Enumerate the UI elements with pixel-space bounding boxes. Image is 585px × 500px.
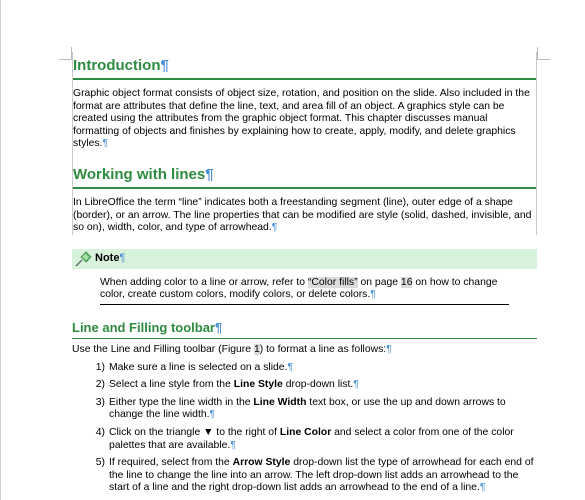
- introduction-section: [72, 52, 537, 161]
- cross-reference-color-fills[interactable]: “Color fills”: [307, 276, 358, 288]
- pushpin-icon: [74, 251, 92, 267]
- cross-reference-figure-number[interactable]: 1: [253, 343, 260, 355]
- list-item[interactable]: 2) Select a line style from the Line Style drop-down list.¶: [95, 379, 359, 391]
- steps-list: [72, 362, 537, 495]
- heading-line-and-filling-toolbar[interactable]: Line and Filling toolbar¶: [72, 317, 537, 339]
- toolbar-intro-paragraph[interactable]: Use the Line and Filling toolbar (Figure 1) to format a line as follows:¶: [72, 343, 392, 355]
- document-body[interactable]: [72, 52, 537, 495]
- list-item[interactable]: 1) Make sure a line is selected on a slide.¶: [95, 361, 294, 373]
- note-title: Note: [95, 252, 120, 265]
- text-boundary-corner-top-right: [537, 47, 550, 60]
- working-with-lines-paragraph[interactable]: In LibreOffice the term “line” indicates both a freestanding segment (line), outer edge of a shape (border), or an arrow. The line properties that can be modified are style (solid, dashed, invisible, and so on), width, color, and type of arrowhead.¶: [73, 196, 532, 234]
- page-left-edge: [0, 0, 1, 500]
- list-item[interactable]: 3) Either type the line width in the Line Width text box, or use the up and down arrows to change the line width.¶: [95, 396, 506, 421]
- note-header[interactable]: Note ¶: [72, 249, 537, 269]
- note-text[interactable]: When adding color to a line or arrow, refer to “Color fills” on page 16 on how to change color, create custom colors, modify colors, or delete colors.¶: [100, 277, 509, 305]
- heading-working-with-lines[interactable]: Working with lines¶: [73, 161, 536, 189]
- text-boundary-corner-top-left: [59, 47, 72, 60]
- working-with-lines-section: [72, 161, 537, 235]
- list-item[interactable]: 4) Click on the triangle ▼ to the right of Line Color and select a color from one of the color palettes that are available.¶: [95, 426, 514, 451]
- cross-reference-page-number[interactable]: 16: [400, 276, 413, 288]
- list-item[interactable]: 5) If required, select from the Arrow Style drop-down list the type of arrowhead for each end of the line to change the line into an arrow. The left drop-down list adds an arrowhead to the start of a line and the right drop-down list adds an arrowhead to the end of a line.¶: [95, 457, 534, 494]
- introduction-paragraph[interactable]: Graphic object format consists of object size, rotation, and position on the slide. Also included in the format are attributes that define the line, text, and area fill of an object. A graphics style can be created using the attributes from the graphic object format. This chapter discusses manual formatting of objects and finishes by explaining how to create, apply, modify, and delete graphics styles.¶: [73, 88, 530, 150]
- heading-introduction[interactable]: Introduction¶: [73, 52, 536, 80]
